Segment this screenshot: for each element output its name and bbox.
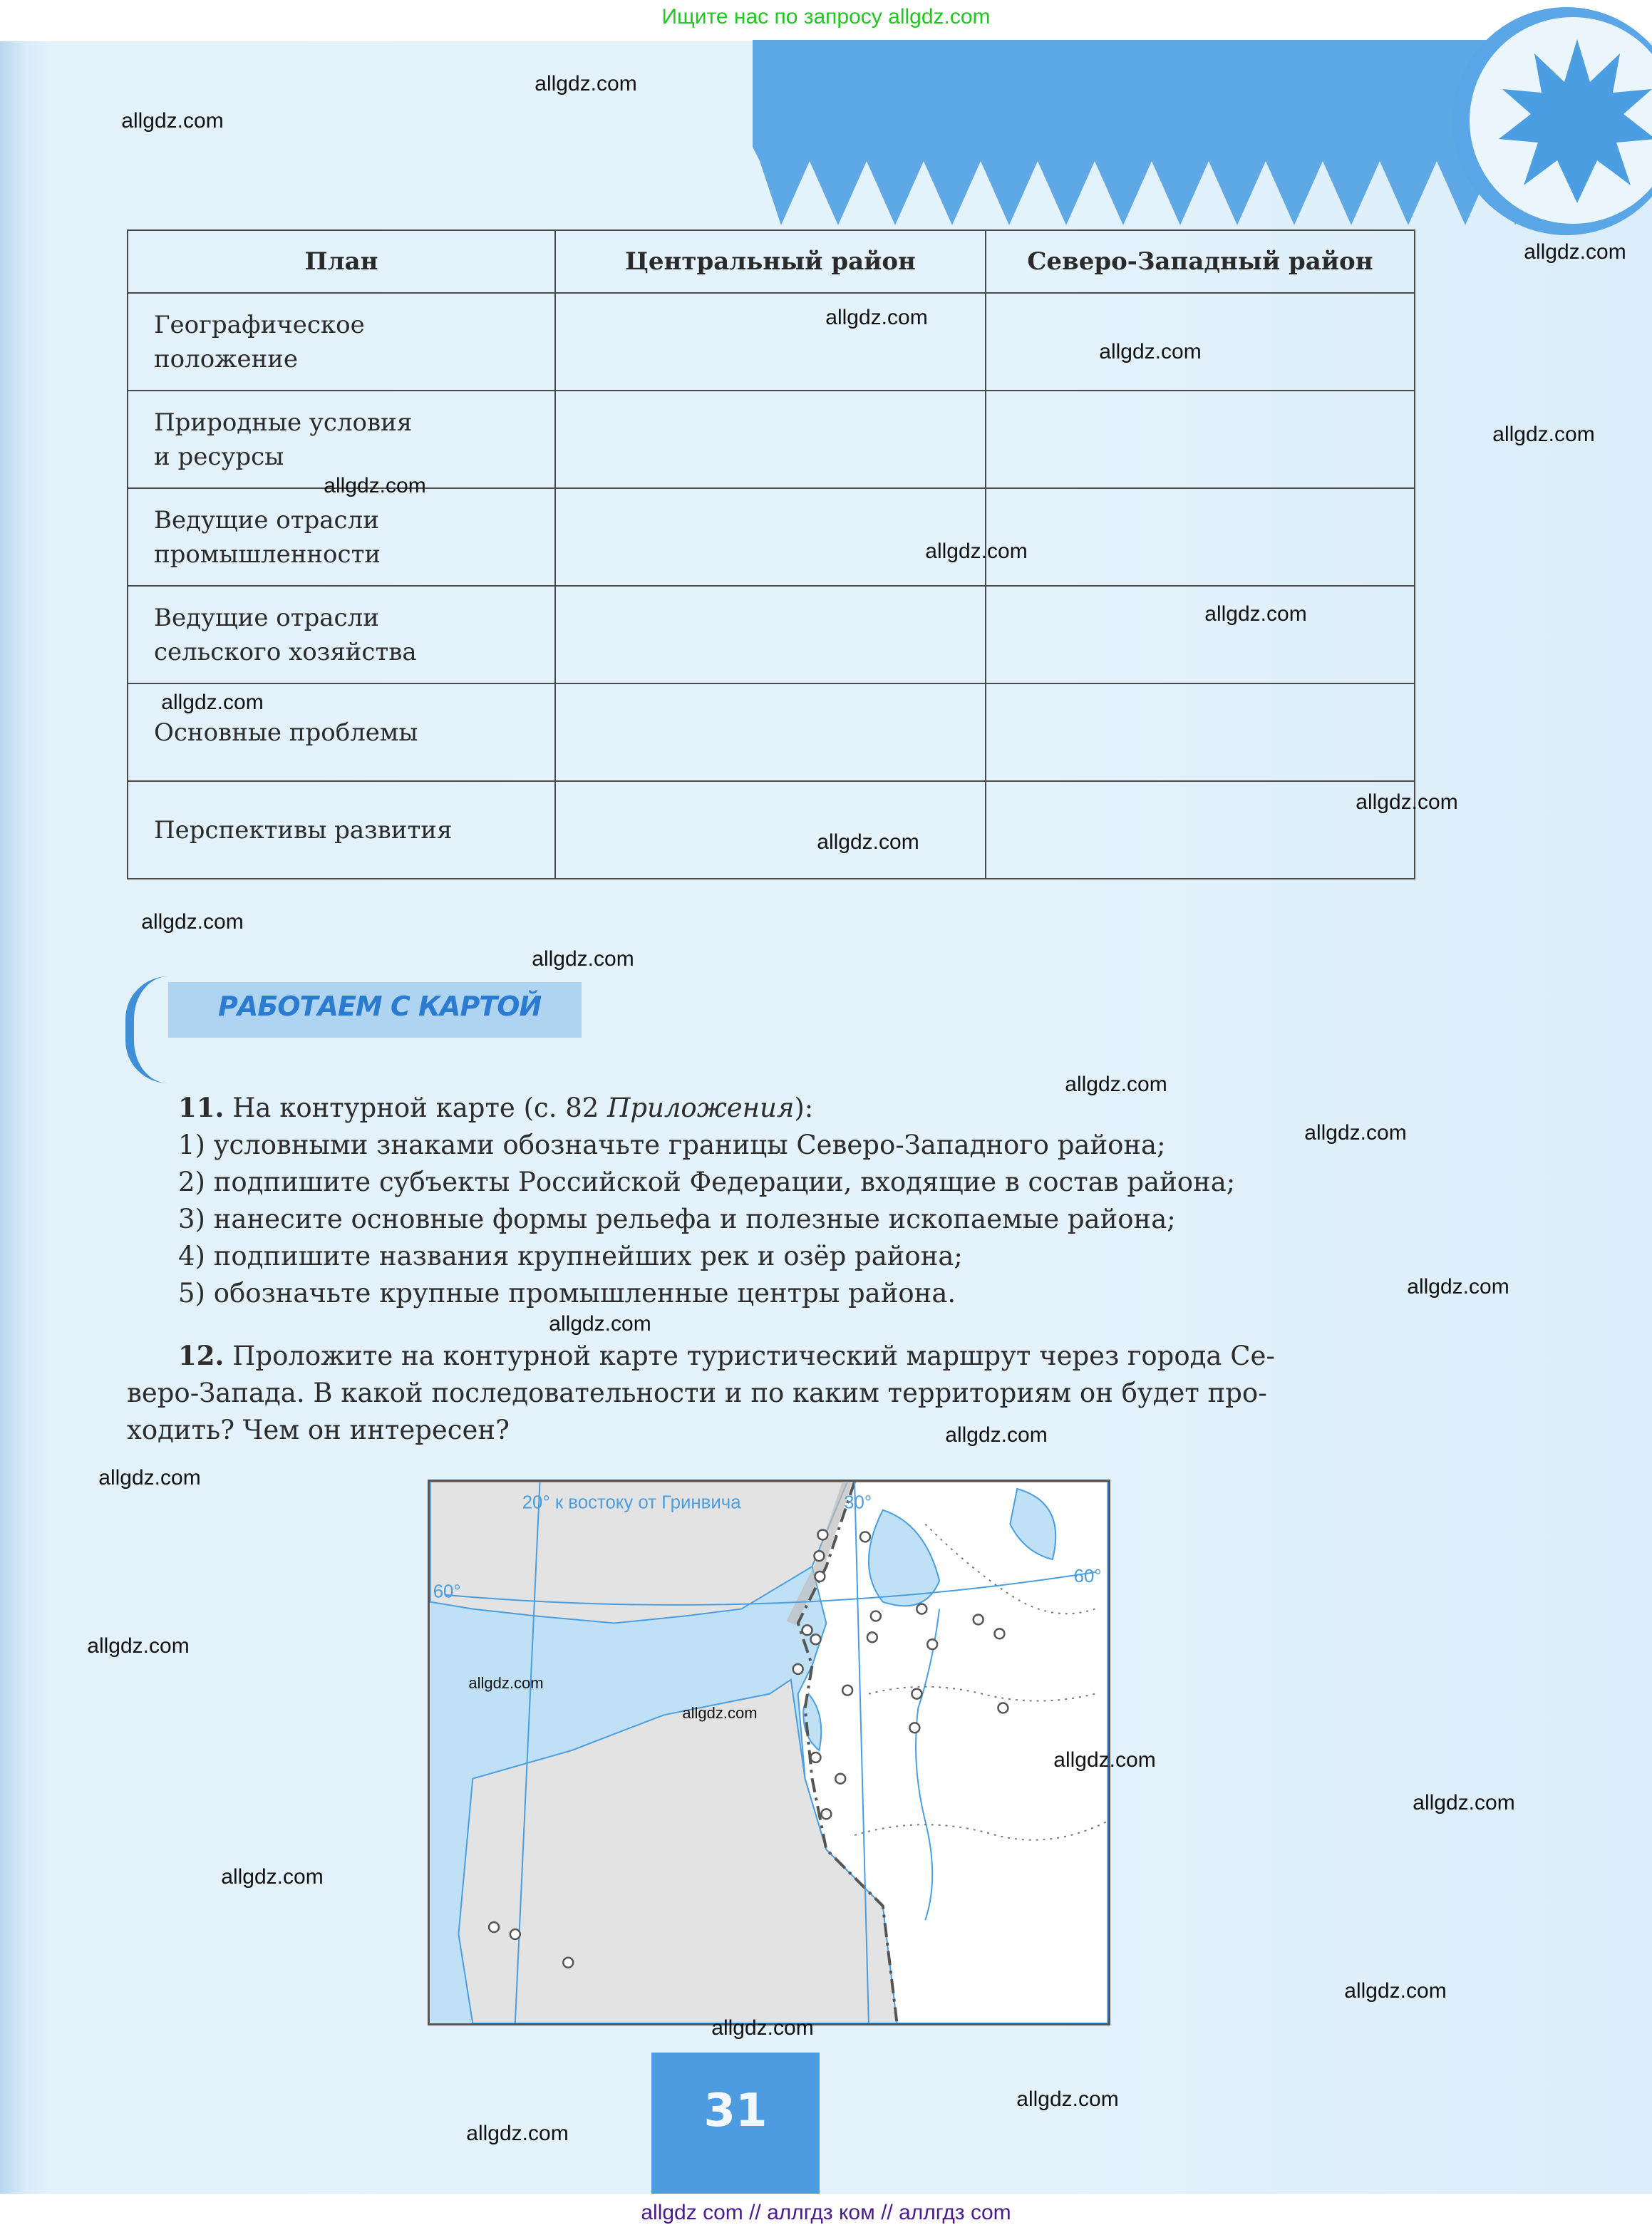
watermark: allgdz.com — [221, 1865, 324, 1889]
page-number-box — [651, 2053, 820, 2194]
watermark: allgdz.com — [141, 910, 244, 934]
star-icon — [1495, 36, 1652, 207]
watermark: allgdz.com — [87, 1634, 190, 1658]
lon-30-label: 30° — [844, 1492, 872, 1513]
row-label: Ведущие отрасли сельского хозяйства — [128, 586, 555, 683]
watermark: allgdz.com — [1344, 1979, 1447, 2003]
answer-cell-northwest[interactable] — [986, 683, 1415, 781]
answer-cell-northwest[interactable] — [986, 586, 1415, 683]
answer-cell-northwest[interactable] — [986, 781, 1415, 879]
task-12-line: веро-Запада. В какой последовательности и по каким территориям он будет про- — [127, 1378, 1267, 1408]
watermark: allgdz.com — [817, 830, 919, 854]
task-11 — [178, 1089, 1235, 1312]
page-number: 31 — [703, 2085, 768, 2137]
watermark: allgdz.com — [549, 1312, 651, 1336]
watermark: allgdz.com — [532, 947, 634, 971]
watermark: allgdz.com — [1099, 340, 1202, 363]
watermark: allgdz.com — [825, 306, 928, 329]
column-header-central: Центральный район — [555, 230, 986, 293]
column-header-northwest: Северо-Западный район — [986, 230, 1415, 293]
answer-cell-central[interactable] — [555, 781, 986, 879]
task-12-line: ходить? Чем он интересен? — [127, 1415, 510, 1445]
promo-text: Ищите нас по запросу allgdz.com — [661, 5, 991, 29]
watermark: allgdz.com — [468, 1674, 544, 1692]
watermark: allgdz.com — [1065, 1073, 1167, 1096]
answer-cell-central[interactable] — [555, 391, 986, 488]
row-label: Перспективы развития — [128, 781, 555, 879]
meridian-label: 20° к востоку от Гринвича — [522, 1492, 741, 1513]
row-label: Природные условия и ресурсы — [128, 391, 555, 488]
section-title: РАБОТАЕМ С КАРТОЙ — [218, 991, 542, 1022]
promo-bar — [0, 0, 1652, 41]
watermark: allgdz.com — [711, 2016, 814, 2040]
table-row — [128, 586, 1415, 683]
table-row — [128, 488, 1415, 586]
answer-cell-northwest[interactable] — [986, 391, 1415, 488]
watermark: allgdz.com — [1524, 240, 1626, 264]
watermark: allgdz.com — [324, 474, 426, 497]
answer-cell-central[interactable] — [555, 488, 986, 586]
watermark: allgdz.com — [925, 540, 1028, 563]
row-label: Ведущие отрасли промышленности — [128, 488, 555, 586]
task-11-item: 3) нанесите основные формы рельефа и полезные ископаемые района; — [178, 1204, 1176, 1234]
lat-60-right-label: 60° — [1073, 1566, 1102, 1586]
watermark: allgdz.com — [1407, 1275, 1509, 1299]
watermark: allgdz.com — [945, 1423, 1048, 1447]
contour-map[interactable] — [428, 1480, 1110, 2025]
answer-cell-northwest[interactable] — [986, 488, 1415, 586]
watermark: allgdz.com — [1356, 790, 1458, 814]
watermark: allgdz.com — [161, 691, 264, 714]
comparison-table — [127, 229, 1415, 879]
table-row — [128, 683, 1415, 781]
column-header-plan: План — [128, 230, 555, 293]
watermark: allgdz.com — [1204, 602, 1307, 626]
section-banner — [125, 976, 589, 1045]
watermark: allgdz.com — [1304, 1121, 1407, 1145]
task-12 — [127, 1337, 1417, 1449]
watermark: allgdz.com — [1053, 1748, 1156, 1772]
watermark: allgdz.com — [1492, 423, 1595, 446]
answer-cell-central[interactable] — [555, 586, 986, 683]
row-label: Основные проблемы — [128, 683, 555, 781]
table-row — [128, 781, 1415, 879]
task-11-intro: 11. На контурной карте (с. 82 Приложения): — [178, 1092, 814, 1123]
watermark: allgdz.com — [535, 72, 637, 96]
footer-text: allgdz com // аллгдз ком // аллгдз com — [641, 2201, 1011, 2224]
watermark: allgdz.com — [682, 1704, 758, 1722]
answer-cell-central[interactable] — [555, 683, 986, 781]
task-11-item: 5) обозначьте крупные промышленные центры района. — [178, 1278, 956, 1309]
task-12-line: Проложите на контурной карте туристический маршрут через города Се- — [232, 1341, 1275, 1371]
footer-bar — [0, 2194, 1652, 2235]
table-row — [128, 391, 1415, 488]
watermark: allgdz.com — [1016, 2087, 1119, 2111]
row-label: Географическое положение — [128, 293, 555, 391]
watermark: allgdz.com — [98, 1466, 201, 1490]
watermark: allgdz.com — [121, 109, 224, 133]
task-11-item: 2) подпишите субъекты Российской Федерации, входящие в состав района; — [178, 1167, 1236, 1197]
table-header-row — [128, 230, 1415, 293]
task-11-item: 4) подпишите названия крупнейших рек и озёр района; — [178, 1241, 963, 1271]
task-11-item: 1) условными знаками обозначьте границы Северо-Западного района; — [178, 1130, 1166, 1160]
lat-60-left-label: 60° — [433, 1581, 461, 1602]
watermark: allgdz.com — [1413, 1791, 1515, 1815]
task-12-number: 12. — [178, 1340, 224, 1371]
table-row — [128, 293, 1415, 391]
watermark: allgdz.com — [466, 2122, 569, 2145]
